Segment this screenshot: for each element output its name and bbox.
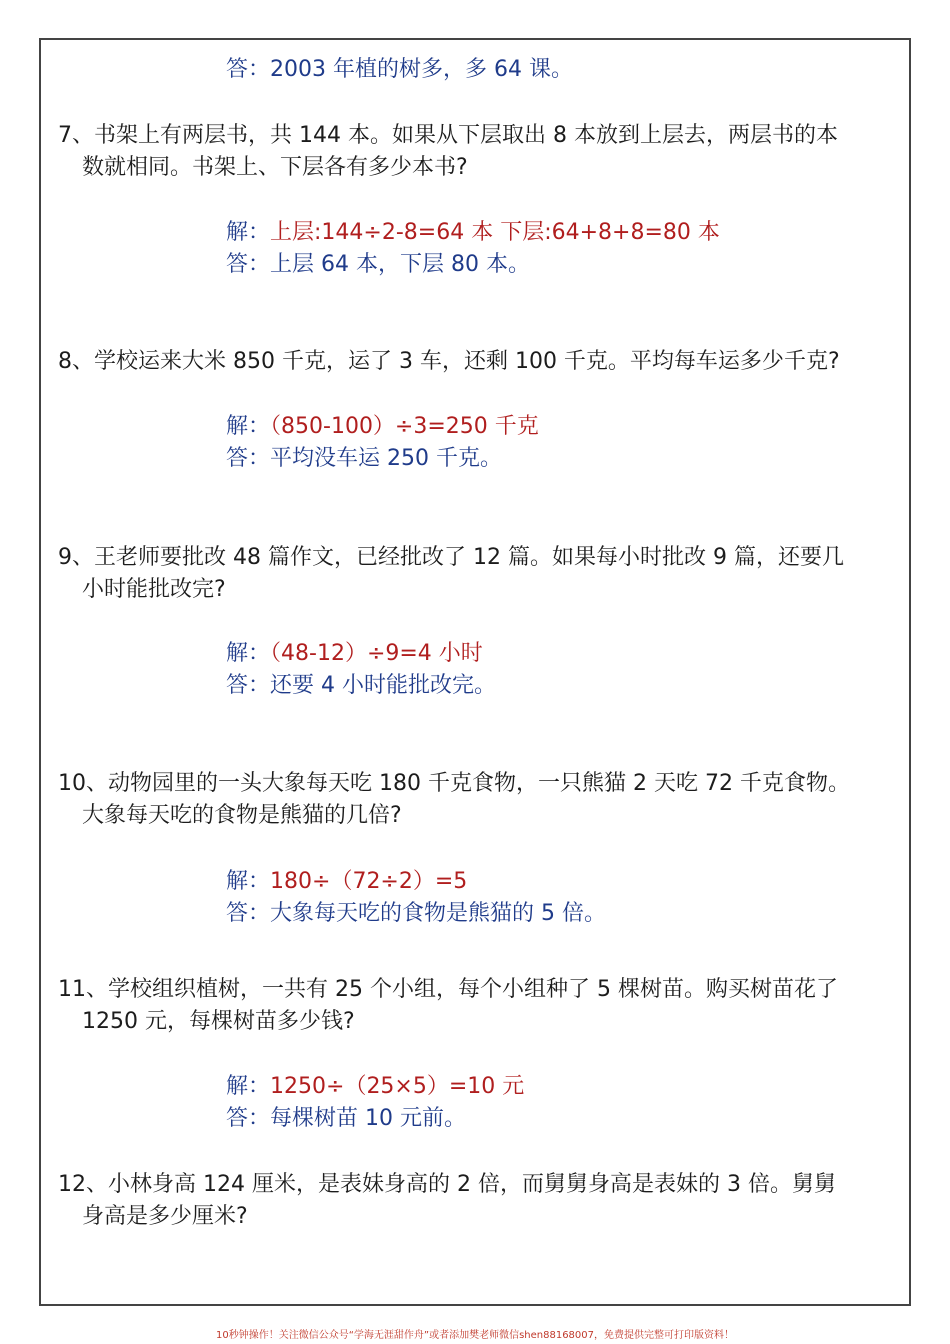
footer-notice: 10秒钟操作！关注微信公众号“学海无涯甜作舟”或者添加樊老师微信shen88168007，免费提供完整可打印版资料！	[215, 1330, 735, 1341]
problem-text-line2: 大象每天吃的食物是熊猫的几倍?	[82, 803, 402, 828]
answer-text: 平均没车运 250 千克。	[270, 446, 502, 471]
answer-line	[226, 54, 573, 86]
solution-8	[226, 411, 539, 475]
solution-11	[226, 1071, 524, 1135]
solution-text: 上层:144÷2-8=64 本 下层:64+8+8=80 本	[270, 220, 720, 245]
solution-10	[226, 866, 606, 930]
problem-text-line1: 10、动物园里的一头大象每天吃 180 千克食物，一只熊猫 2 天吃 72 千克食物。	[58, 771, 850, 796]
answer-label: 答：	[226, 901, 271, 926]
solution-label: 解：	[226, 414, 271, 439]
solution-text: 1250÷（25×5）=10 元	[270, 1074, 525, 1099]
answer-label: 答：	[226, 446, 271, 471]
solution-9	[226, 638, 496, 702]
problem-text-line1: 8、学校运来大米 850 千克，运了 3 车，还剩 100 千克。平均每车运多少千克?	[58, 349, 840, 374]
solution-label: 解：	[226, 641, 271, 666]
solution-text: （850-100）÷3=250 千克	[270, 414, 539, 439]
solution-7	[226, 217, 720, 281]
problem-7	[58, 120, 894, 184]
answer-text: 还要 4 小时能批改完。	[270, 673, 496, 698]
problem-text-line1: 9、王老师要批改 48 篇作文，已经批改了 12 篇。如果每小时批改 9 篇，还要几	[58, 545, 844, 570]
answer-label: 答：	[226, 252, 271, 277]
answer-text: 2003 年植的树多，多 64 课。	[270, 57, 573, 82]
answer-label: 答：	[226, 57, 271, 82]
problem-text-line2: 数就相同。书架上、下层各有多少本书?	[82, 155, 468, 180]
answer-label: 答：	[226, 673, 271, 698]
problem-9	[58, 542, 894, 606]
problem-10	[58, 768, 894, 832]
problem-text-line2: 小时能批改完?	[82, 577, 226, 602]
solution-label: 解：	[226, 220, 271, 245]
problem-text-line2: 身高是多少厘米?	[82, 1204, 248, 1229]
problem-11	[58, 974, 894, 1038]
answer-label: 答：	[226, 1106, 271, 1131]
answer-text: 上层 64 本，下层 80 本。	[270, 252, 530, 277]
problem-12	[58, 1169, 894, 1233]
solution-text: 180÷（72÷2）=5	[270, 869, 468, 894]
answer-text: 每棵树苗 10 元前。	[270, 1106, 466, 1131]
problem-text-line1: 7、书架上有两层书，共 144 本。如果从下层取出 8 本放到上层去，两层书的本	[58, 123, 838, 148]
solution-text: （48-12）÷9=4 小时	[270, 641, 483, 666]
problem-8	[58, 346, 894, 378]
solution-label: 解：	[226, 1074, 271, 1099]
answer-text: 大象每天吃的食物是熊猫的 5 倍。	[270, 901, 607, 926]
solution-label: 解：	[226, 869, 271, 894]
problem-text-line2: 1250 元，每棵树苗多少钱?	[82, 1009, 355, 1034]
problem-text-line1: 12、小林身高 124 厘米，是表妹身高的 2 倍，而舅舅身高是表妹的 3 倍。舅舅	[58, 1172, 836, 1197]
problem-text-line1: 11、学校组织植树，一共有 25 个小组，每个小组种了 5 棵树苗。购买树苗花了	[58, 977, 838, 1002]
